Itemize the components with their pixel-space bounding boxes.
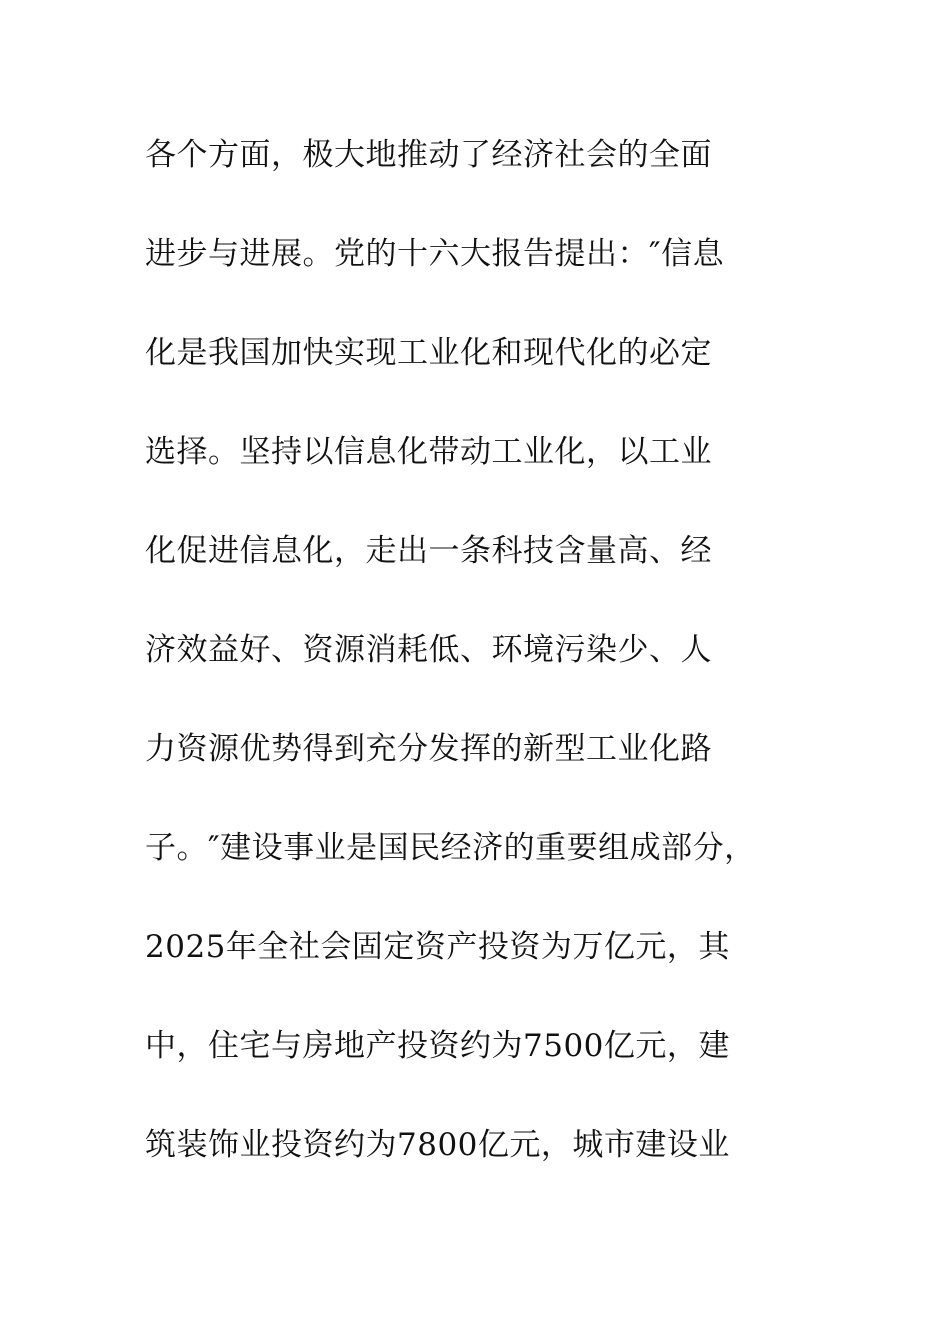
text-line: 选择。坚持以信息化带动工业化，以工业 (145, 434, 712, 470)
text-line: 力资源优势得到充分发挥的新型工业化路 (145, 731, 712, 767)
text-line: 化促进信息化，走出一条科技含量高、经 (145, 533, 712, 569)
body-text (145, 125, 825, 1214)
text-line: 筑装饰业投资约为7800亿元，城市建设业 (145, 1127, 730, 1163)
text-line: 子。″建设事业是国民经济的重要组成部分， (145, 830, 756, 866)
text-line: 济效益好、资源消耗低、环境污染少、人 (145, 632, 712, 668)
text-line: 化是我国加快实现工业化和现代化的必定 (145, 335, 712, 371)
text-line: 中，住宅与房地产投资约为7500亿元，建 (145, 1028, 730, 1064)
text-line: 进步与进展。党的十六大报告提出：″信息 (145, 236, 725, 272)
text-line: 2025年全社会固定资产投资为万亿元，其 (145, 929, 730, 965)
text-line: 各个方面，极大地推动了经济社会的全面 (145, 137, 712, 173)
